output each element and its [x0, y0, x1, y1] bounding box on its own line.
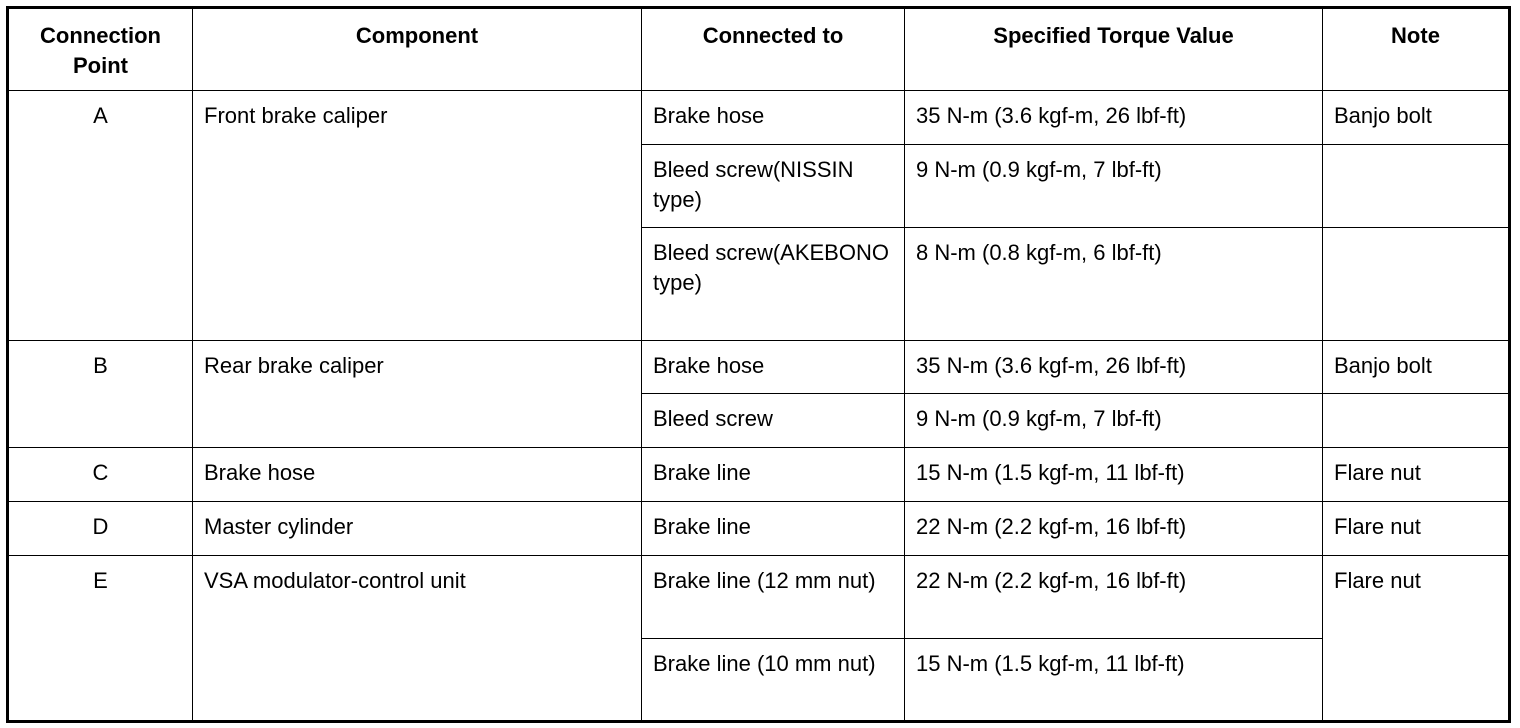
torque-cell: 22 N-m (2.2 kgf-m, 16 lbf-ft)	[905, 556, 1323, 639]
torque-cell: 35 N-m (3.6 kgf-m, 26 lbf-ft)	[905, 341, 1323, 394]
component-cell: Brake hose	[193, 448, 642, 502]
connection-point-cell: D	[8, 502, 193, 556]
table-row	[8, 502, 1510, 556]
connection-point-cell: C	[8, 448, 193, 502]
connected-to-cell: Brake hose	[642, 91, 905, 145]
note-cell	[1323, 145, 1510, 228]
header-note: Note	[1323, 8, 1510, 91]
connected-to-cell: Brake line	[642, 502, 905, 556]
connected-to-cell: Brake line	[642, 448, 905, 502]
header-component: Component	[193, 8, 642, 91]
torque-cell: 22 N-m (2.2 kgf-m, 16 lbf-ft)	[905, 502, 1323, 556]
component-cell: VSA modulator-control unit	[193, 556, 642, 722]
note-cell: Flare nut	[1323, 448, 1510, 502]
header-connected-to: Connected to	[642, 8, 905, 91]
connected-to-cell: Brake hose	[642, 341, 905, 394]
torque-spec-sheet	[6, 6, 1511, 723]
component-cell: Rear brake caliper	[193, 341, 642, 448]
note-cell: Flare nut	[1323, 556, 1510, 722]
note-cell	[1323, 228, 1510, 341]
connected-to-cell: Brake line (12 mm nut)	[642, 556, 905, 639]
component-cell: Master cylinder	[193, 502, 642, 556]
connected-to-cell: Bleed screw	[642, 394, 905, 448]
header-connection-point: Connection Point	[8, 8, 193, 91]
connected-to-cell: Bleed screw(NISSIN type)	[642, 145, 905, 228]
connection-point-cell: E	[8, 556, 193, 722]
component-cell: Front brake caliper	[193, 91, 642, 341]
table-row	[8, 91, 1510, 145]
note-cell: Banjo bolt	[1323, 341, 1510, 394]
torque-cell: 15 N-m (1.5 kgf-m, 11 lbf-ft)	[905, 448, 1323, 502]
table-row	[8, 341, 1510, 394]
torque-cell: 9 N-m (0.9 kgf-m, 7 lbf-ft)	[905, 394, 1323, 448]
note-cell	[1323, 394, 1510, 448]
connected-to-cell: Brake line (10 mm nut)	[642, 639, 905, 722]
connection-point-cell: B	[8, 341, 193, 448]
header-row	[8, 8, 1510, 91]
torque-table	[6, 6, 1511, 723]
torque-cell: 35 N-m (3.6 kgf-m, 26 lbf-ft)	[905, 91, 1323, 145]
header-torque: Specified Torque Value	[905, 8, 1323, 91]
torque-cell: 15 N-m (1.5 kgf-m, 11 lbf-ft)	[905, 639, 1323, 722]
torque-cell: 8 N-m (0.8 kgf-m, 6 lbf-ft)	[905, 228, 1323, 341]
table-row	[8, 556, 1510, 639]
note-cell: Banjo bolt	[1323, 91, 1510, 145]
connection-point-cell: A	[8, 91, 193, 341]
torque-cell: 9 N-m (0.9 kgf-m, 7 lbf-ft)	[905, 145, 1323, 228]
note-cell: Flare nut	[1323, 502, 1510, 556]
table-row	[8, 448, 1510, 502]
connected-to-cell: Bleed screw(AKEBONO type)	[642, 228, 905, 341]
